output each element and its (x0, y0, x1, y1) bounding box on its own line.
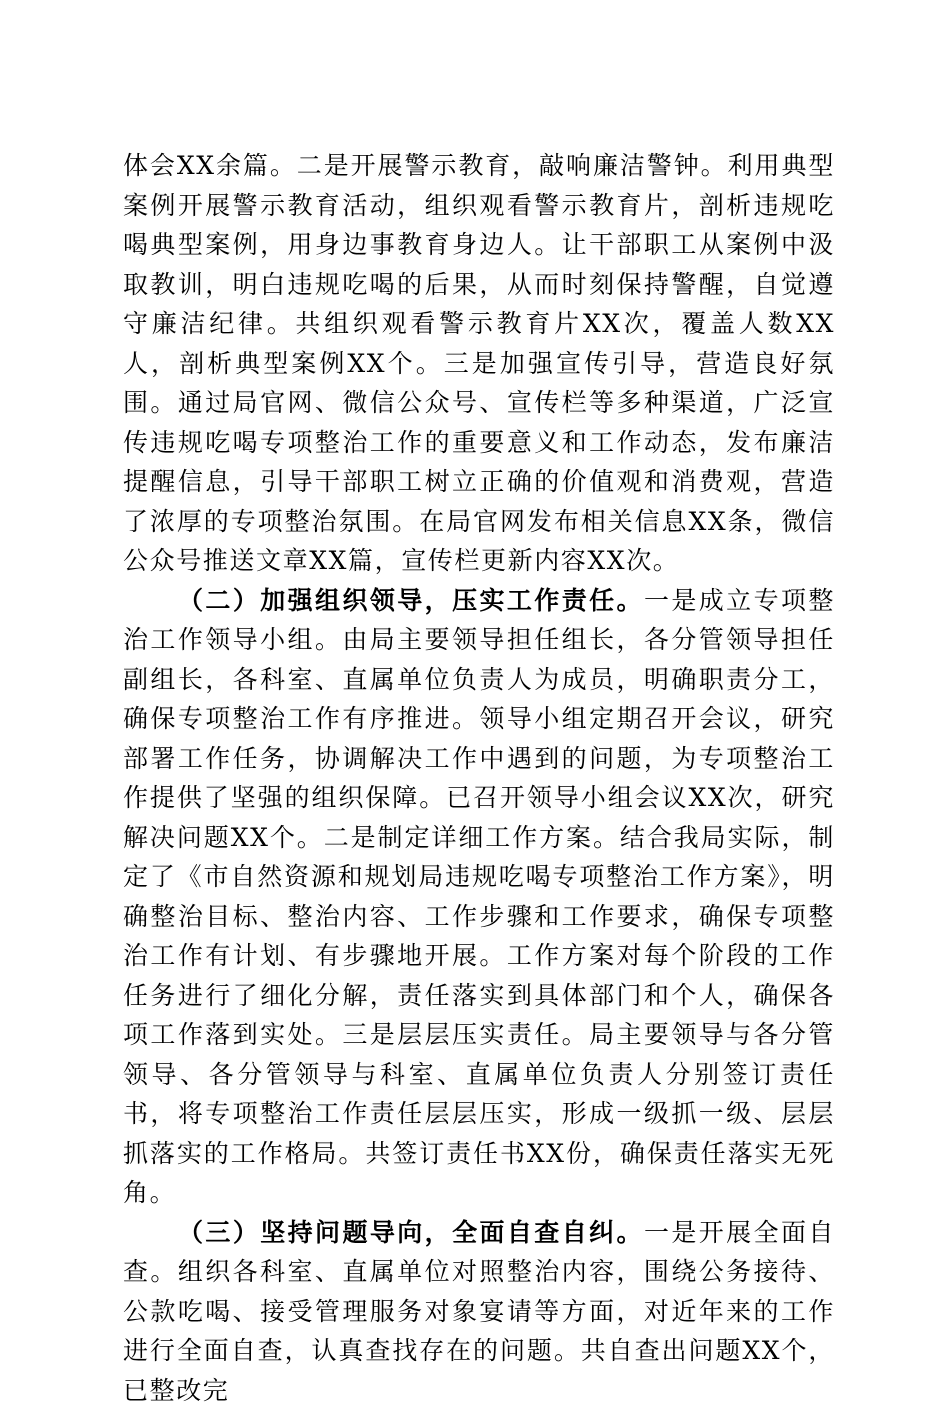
section-heading-3: （三）坚持问题导向，全面自查自纠。 (178, 1218, 644, 1247)
paragraph-1: 体会XX余篇。二是开展警示教育，敲响廉洁警钟。利用典型案例开展警示教育活动，组织观看警示教育片，剖析违规吃喝典型案例，用身边事教育身边人。让干部职工从案例中汲取教训，明白违规吃喝的后果，从而时刻保持警醒，自觉遵守廉洁纪律。共组织观看警示教育片XX次，覆盖人数XX人，剖析典型案例XX个。三是加强宣传引导，营造良好氛围。通过局官网、微信公众号、宣传栏等多种渠道，广泛宣传违规吃喝专项整治工作的重要意义和工作动态，发布廉洁提醒信息，引导干部职工树立正确的价值观和消费观，营造了浓厚的专项整治氛围。在局官网发布相关信息XX条，微信公众号推送文章XX篇，宣传栏更新内容XX次。 (123, 146, 835, 581)
paragraph-2-body: 一是成立专项整治工作领导小组。由局主要领导担任组长，各分管领导担任副组长，各科室、直属单位负责人为成员，明确职责分工，确保专项整治工作有序推进。领导小组定期召开会议，研究部署工作任务，协调解决工作中遇到的问题，为专项整治工作提供了坚强的组织保障。已召开领导小组会议XX次，研究解决问题XX个。二是制定详细工作方案。结合我局实际，制定了《市自然资源和规划局违规吃喝专项整治工作方案》，明确整治目标、整治内容、工作步骤和工作要求，确保专项整治工作有计划、有步骤地开展。工作方案对每个阶段的工作任务进行了细化分解，责任落实到具体部门和个人，确保各项工作落到实处。三是层层压实责任。局主要领导与各分管领导、各分管领导与科室、直属单位负责人分别签订责任书，将专项整治工作责任层层压实，形成一级抓一级、层层抓落实的工作格局。共签订责任书XX份，确保责任落实无死角。 (123, 586, 835, 1208)
paragraph-2 (123, 581, 835, 1213)
section-heading-2: （二）加强组织领导，压实工作责任。 (178, 586, 644, 615)
document-body (123, 146, 835, 1410)
paragraph-3 (123, 1213, 835, 1410)
paragraph-3-body: 一是开展全面自查。组织各科室、直属单位对照整治内容，围绕公务接待、公款吃喝、接受管理服务对象宴请等方面，对近年来的工作进行全面自查，认真查找存在的问题。共自查出问题XX个，已整改完 (123, 1218, 835, 1405)
